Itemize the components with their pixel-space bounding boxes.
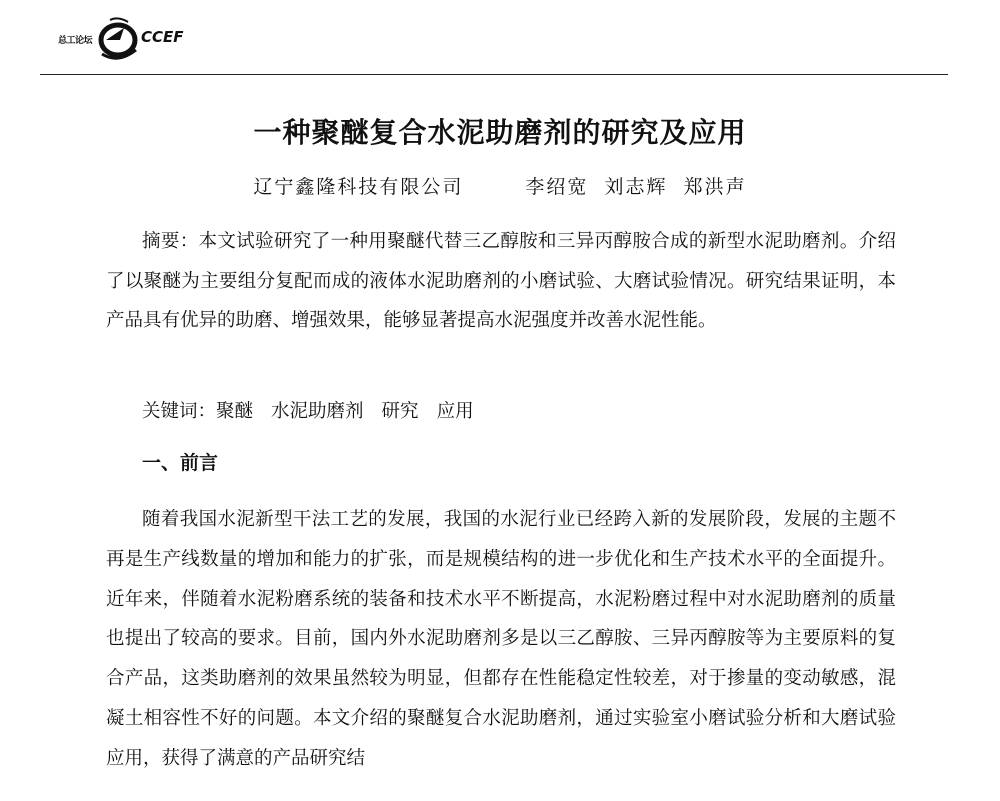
logo-brand-text: CCEF xyxy=(141,28,184,46)
section-paragraph: 随着我国水泥新型干法工艺的发展，我国的水泥行业已经跨入新的发展阶段，发展的主题不再是生产线数量的增加和能力的扩张，而是规模结构的进一步优化和生产技术水平的全面提升。近年来，伴随着水泥粉磨系统的装备和技术水平不断提高，水泥粉磨过程中对水泥助磨剂的质量也提出了较高的要求。目前，国内外水泥助磨剂多是以三乙醇胺、三异丙醇胺等为主要原料的复合产品，这类助磨剂的效果虽然较为明显，但都存在性能稳定性较差，对于掺量的变动敏感，混凝土相容性不好的问题。本文介绍的聚醚复合水泥助磨剂，通过实验室小磨试验分析和大磨试验应用，获得了满意的产品研究结 xyxy=(106,509,896,769)
author-2: 刘志辉 xyxy=(604,176,668,198)
keyword: 应用 xyxy=(436,401,474,422)
ccef-emblem-icon xyxy=(96,14,140,62)
keywords-label: 关键词： xyxy=(142,401,217,422)
keyword: 聚醚 xyxy=(216,401,254,422)
keyword: 水泥助磨剂 xyxy=(271,401,364,422)
ccef-logo xyxy=(58,14,184,66)
abstract: 摘要：本文试验研究了一种用聚醚代替三乙醇胺和三异丙醇胺合成的新型水泥助磨剂。介绍了以聚醚为主要组分复配而成的液体水泥助磨剂的小磨试验、大磨试验情况。研究结果证明，本产品具有优异的助磨、增强效果，能够显著提高水泥强度并改善水泥性能。 xyxy=(106,231,896,331)
header-divider xyxy=(40,74,948,75)
section-heading: 一、前言 xyxy=(142,452,219,474)
keyword: 研究 xyxy=(381,401,419,422)
logo-small-text: 总工论坛 xyxy=(58,36,93,46)
author-1: 李绍宽 xyxy=(525,176,589,198)
author-3: 郑洪声 xyxy=(683,176,747,198)
paper-title: 一种聚醚复合水泥助磨剂的研究及应用 xyxy=(253,116,747,149)
keywords xyxy=(142,392,902,432)
byline xyxy=(0,172,1000,199)
affiliation: 辽宁鑫隆科技有限公司 xyxy=(253,176,464,198)
page-header xyxy=(0,0,1000,80)
